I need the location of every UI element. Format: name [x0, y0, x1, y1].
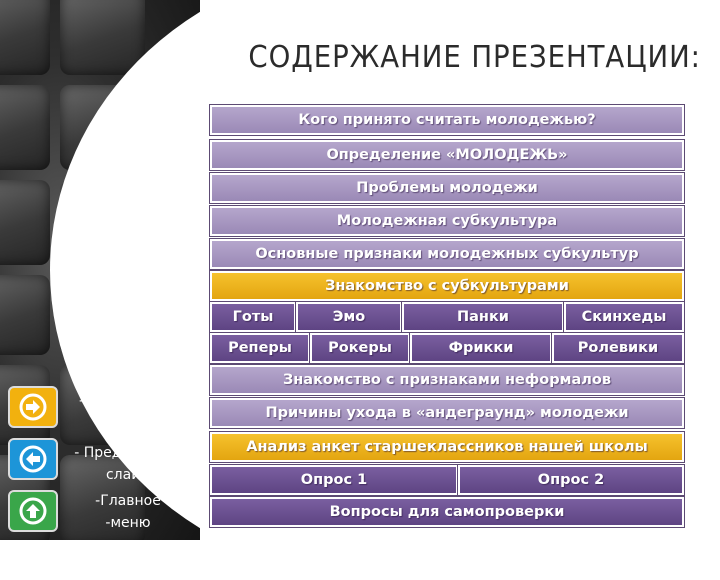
background-tile [0, 180, 50, 265]
main-menu-button[interactable] [8, 490, 58, 532]
next-slide-label-line2: слайд [105, 415, 150, 431]
subculture-button-roleplayers[interactable]: Ролевики [552, 333, 684, 363]
menu-item-youth-definition-question[interactable]: Кого принято считать молодежью? [210, 105, 684, 135]
arrow-right-icon [18, 392, 48, 422]
menu-item-survey-analysis[interactable]: Анализ анкет старшеклассников нашей школы [210, 432, 684, 462]
slide-title: СОДЕРЖАНИЕ ПРЕЗЕНТАЦИИ: [248, 40, 701, 75]
menu-item-subcultures-intro[interactable]: Знакомство с субкультурами [210, 271, 684, 301]
background-tile [0, 275, 50, 355]
next-slide-label [60, 390, 196, 434]
arrow-left-icon [18, 444, 48, 474]
next-slide-label-line1: - Следующий [79, 393, 177, 409]
subculture-button-skinheads[interactable]: Скинхеды [564, 302, 684, 332]
menu-item-informals-features[interactable]: Знакомство с признаками неформалов [210, 365, 684, 395]
survey-2-button[interactable]: Опрос 2 [458, 465, 684, 495]
main-menu-label [60, 490, 196, 534]
next-slide-button[interactable] [8, 386, 58, 428]
main-menu-label-line1: -Главное [95, 493, 161, 509]
previous-slide-button[interactable] [8, 438, 58, 480]
subculture-button-punks[interactable]: Панки [402, 302, 564, 332]
menu-item-youth-problems[interactable]: Проблемы молодежи [210, 173, 684, 203]
subculture-button-rappers[interactable]: Реперы [210, 333, 310, 363]
subculture-button-goths[interactable]: Готы [210, 302, 296, 332]
menu-item-youth-subculture[interactable]: Молодежная субкультура [210, 206, 684, 236]
background-tile [0, 85, 50, 170]
arrow-up-icon [18, 496, 48, 526]
main-menu-label-line2: -меню [105, 515, 151, 531]
previous-slide-label-line2: слайд [105, 467, 150, 483]
subculture-button-rockers[interactable]: Рокеры [310, 333, 410, 363]
menu-item-subculture-features[interactable]: Основные признаки молодежных субкультур [210, 239, 684, 269]
previous-slide-label-line1: - Предыдущий [74, 445, 182, 461]
menu-item-youth-definition[interactable]: Определение «МОЛОДЕЖЬ» [210, 140, 684, 170]
previous-slide-label [60, 442, 196, 486]
background-tile [0, 0, 50, 75]
subculture-button-freaks[interactable]: Фрикки [410, 333, 552, 363]
menu-item-underground-reasons[interactable]: Причины ухода в «андеграунд» молодежи [210, 398, 684, 428]
background-tile [60, 0, 145, 75]
survey-1-button[interactable]: Опрос 1 [210, 465, 458, 495]
menu-item-self-check-questions[interactable]: Вопросы для самопроверки [210, 497, 684, 527]
subculture-button-emo[interactable]: Эмо [296, 302, 402, 332]
